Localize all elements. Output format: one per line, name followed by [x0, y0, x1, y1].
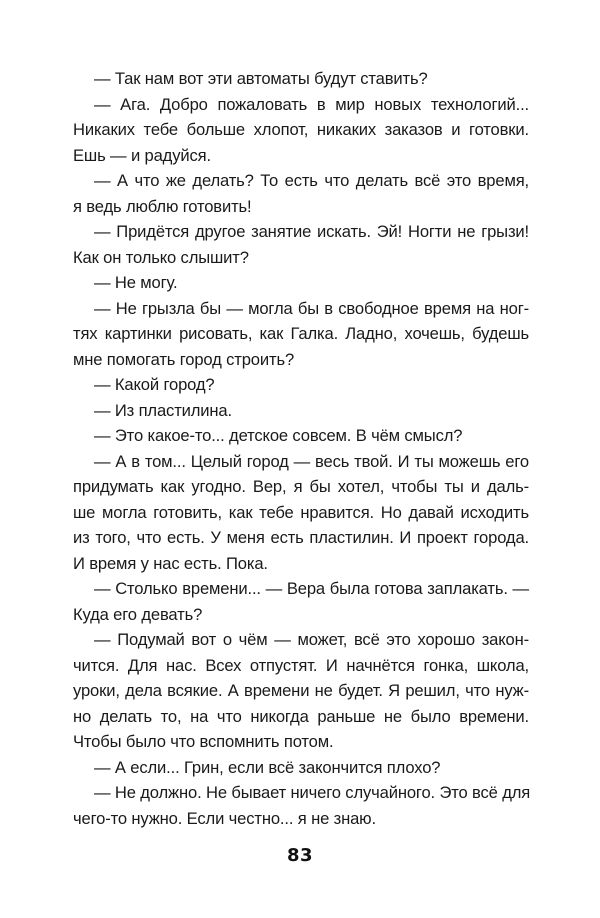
text-line: — Придётся другое занятие искать. Эй! Ногти не грызи! — [94, 222, 529, 241]
text-line: чего-то нужно. Если честно... я не знаю. — [73, 808, 376, 828]
text-line: но делать то, на что никогда раньше не было времени. — [73, 706, 529, 726]
text-line: придумать как угодно. Вер, я бы хотел, чтобы ты и даль- — [73, 477, 529, 496]
text-line: — Ага. Добро пожаловать в мир новых технологий... — [94, 94, 529, 114]
text-line: — Не грызла бы — могла бы в свободное время на ног- — [94, 298, 529, 318]
text-line: — Не должно. Не бывает ничего случайного. Это всё для — [94, 783, 531, 802]
text-line: я ведь люблю готовить! — [73, 196, 252, 216]
text-line: — Какой город? — [94, 375, 215, 394]
text-line: — А в том... Целый город — весь твой. И ты можешь его — [94, 451, 529, 471]
text-line: Никаких тебе больше хлопот, никаких заказов и готовки. — [73, 120, 529, 139]
text-line: ше могла готовить, как тебе нравится. Но давай исходить — [73, 502, 529, 522]
text-line: мне помогать город строить? — [73, 349, 295, 369]
text-line: — Так нам вот эти автоматы будут ставить? — [94, 69, 428, 88]
text-line: — А если... Грин, если всё закончится плохо? — [94, 757, 441, 777]
text-line: — А что же делать? То есть что делать всё это время, — [94, 171, 529, 190]
text-line: Чтобы было что вспомнить потом. — [73, 732, 334, 751]
text-line: из того, что есть. У меня есть пластилин. И проект города. — [73, 528, 529, 547]
text-line: уроки, дела всякие. А времени не будет. Я решил, что нуж- — [73, 681, 529, 700]
text-line: — Не могу. — [94, 273, 178, 292]
text-line: чится. Для нас. Всех отпустят. И начнётся гонка, школа, — [73, 655, 529, 675]
text-line: тях картинки рисовать, как Галка. Ладно, хочешь, будешь — [73, 324, 529, 343]
text-line: — Столько времени... — Вера была готова заплакать. — — [94, 579, 529, 598]
text-line: Как он только слышит? — [73, 247, 249, 267]
text-line: Ешь — и радуйся. — [73, 145, 211, 165]
page-number: 83 — [286, 845, 314, 866]
text-line: — Из пластилина. — [94, 400, 232, 420]
body-text — [73, 66, 529, 831]
text-line: — Подумай вот о чём — может, всё это хорошо закон- — [94, 630, 529, 649]
text-line: И время у нас есть. Пока. — [73, 553, 268, 573]
text-line: — Это какое-то... детское совсем. В чём смысл? — [94, 426, 463, 445]
text-line: Куда его девать? — [73, 604, 203, 624]
